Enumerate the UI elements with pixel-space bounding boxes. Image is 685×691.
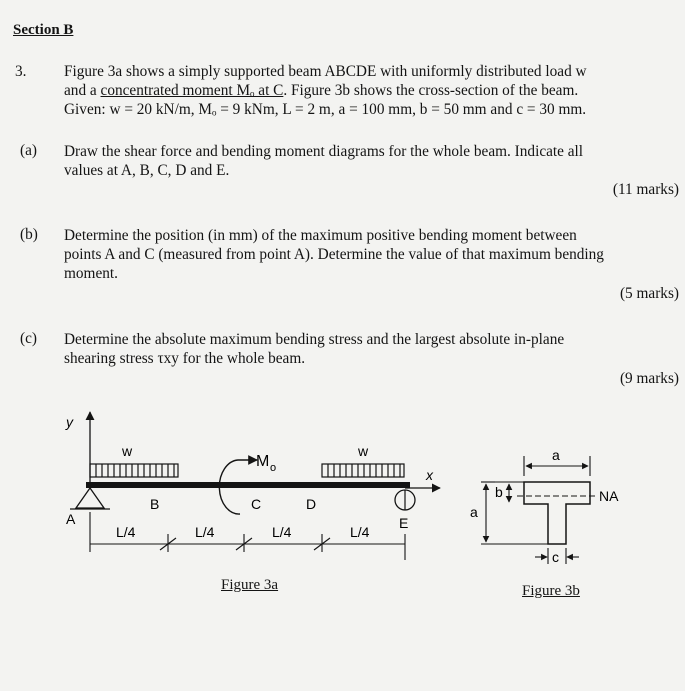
part-a-label: (a) bbox=[20, 142, 37, 159]
distributed-load-right bbox=[322, 443, 404, 477]
y-axis bbox=[65, 412, 90, 488]
span-label-1: L/4 bbox=[116, 524, 136, 540]
point-c-label: C bbox=[251, 496, 262, 512]
point-b-label: B bbox=[150, 496, 160, 512]
point-e-label: E bbox=[399, 515, 409, 531]
intro-line-2-underlined: concentrated moment Mₒ at C bbox=[100, 82, 284, 99]
intro-line-2-post: . Figure 3b shows the cross-section of the beam. bbox=[283, 82, 579, 99]
distributed-load-left bbox=[90, 443, 178, 477]
part-a-marks: (11 marks) bbox=[612, 181, 679, 198]
y-axis-label: y bbox=[66, 414, 73, 430]
load-left-label: w bbox=[122, 443, 133, 459]
pin-support-a bbox=[66, 488, 110, 527]
dim-c-label: c bbox=[552, 549, 559, 565]
part-b-label: (b) bbox=[20, 226, 38, 243]
part-a-line-2: values at A, B, C, D and E. bbox=[64, 162, 230, 179]
intro-line-2 bbox=[64, 81, 578, 100]
part-b-line-2: points A and C (measured from point A). Determine the value of that maximum bending bbox=[64, 246, 604, 263]
part-c-line-1: Determine the absolute maximum bending stress and the largest absolute in-plane bbox=[64, 331, 565, 348]
part-c-line-2: shearing stress τxy for the whole beam. bbox=[64, 350, 306, 367]
neutral-axis-label: NA bbox=[599, 488, 619, 504]
roller-support-e bbox=[395, 490, 415, 531]
part-c-label: (c) bbox=[20, 330, 37, 347]
figure-3a bbox=[0, 400, 460, 600]
point-d-label: D bbox=[306, 496, 317, 512]
dim-a-left-label: a bbox=[470, 504, 478, 520]
dim-a-left bbox=[481, 482, 551, 544]
x-axis bbox=[405, 467, 440, 488]
part-c-marks: (9 marks) bbox=[619, 370, 679, 387]
span-label-3: L/4 bbox=[272, 524, 292, 540]
part-b-marks: (5 marks) bbox=[619, 285, 679, 302]
point-a-label: A bbox=[66, 511, 76, 527]
moment-subscript: o bbox=[270, 462, 277, 474]
intro-line-3-text: Given: w = 20 kN/m, Mₒ = 9 kNm, L = 2 m, a = 100 mm, b = 50 mm and c = 30 mm. bbox=[64, 101, 587, 118]
dim-b-label: b bbox=[495, 484, 503, 500]
span-label-4: L/4 bbox=[350, 524, 370, 540]
intro-line-1-text: Figure 3a shows a simply supported beam ABCDE with uniformly distributed load w bbox=[64, 63, 587, 80]
part-a-line-1: Draw the shear force and bending moment diagrams for the whole beam. Indicate all bbox=[64, 143, 584, 160]
intro-line-2-pre: and a bbox=[64, 82, 101, 99]
beam bbox=[86, 482, 410, 488]
intro-line-1 bbox=[64, 62, 587, 81]
x-axis-label: x bbox=[426, 467, 433, 483]
section-heading: Section B bbox=[13, 22, 74, 38]
t-section-shape bbox=[524, 482, 590, 544]
question-number: 3. bbox=[15, 63, 27, 80]
part-b-line-3: moment. bbox=[64, 265, 118, 282]
figure-3a-caption: Figure 3a bbox=[221, 577, 279, 593]
part-b-line-1: Determine the position (in mm) of the maximum positive bending moment between bbox=[64, 227, 577, 244]
figure-3b bbox=[455, 440, 685, 575]
figure-3b-caption: Figure 3b bbox=[522, 583, 580, 599]
moment-label: M bbox=[256, 453, 270, 470]
dim-a-top-label: a bbox=[552, 447, 560, 463]
intro-line-3 bbox=[64, 100, 586, 119]
span-label-2: L/4 bbox=[195, 524, 215, 540]
load-right-label: w bbox=[358, 443, 369, 459]
